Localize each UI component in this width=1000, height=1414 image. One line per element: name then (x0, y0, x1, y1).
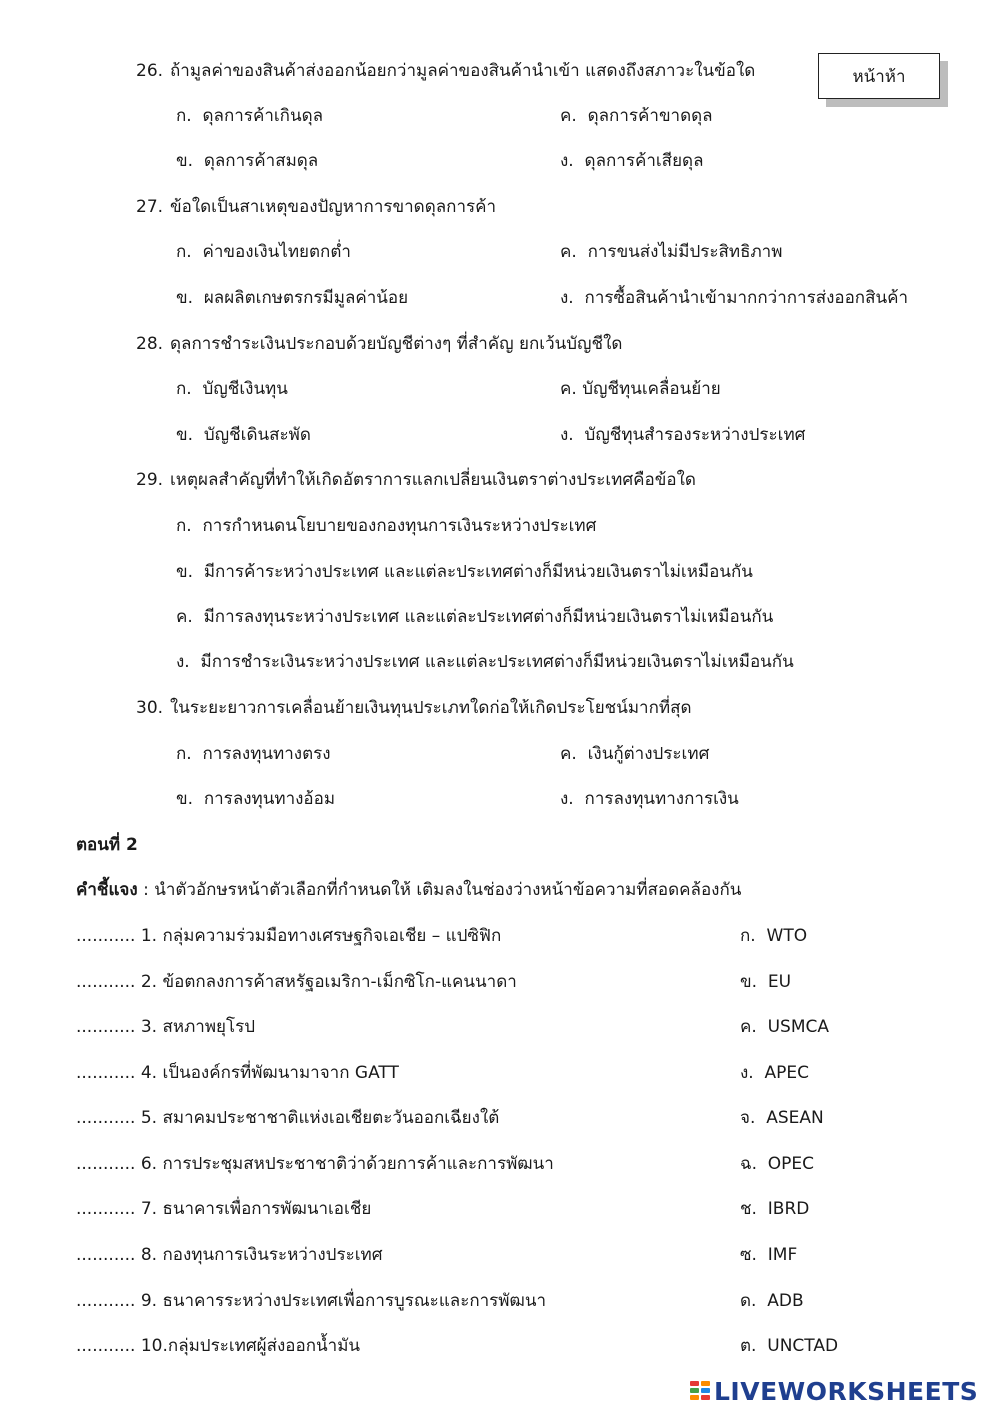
answer-blank[interactable]: ........... (76, 1245, 136, 1265)
option-26-c: ค. ดุลการค้าขาดดุล (560, 106, 713, 126)
question-29 (136, 468, 696, 492)
option-28-b: ข. บัญชีเดินสะพัด (176, 425, 311, 445)
matching-item-10[interactable]: ........... 10.กลุ่มประเทศผู้ส่งออกน้ำมัน (76, 1336, 361, 1356)
answer-blank[interactable]: ........... (76, 972, 136, 992)
question-30 (136, 696, 692, 720)
answer-blank[interactable]: ........... (76, 1154, 136, 1174)
question-28 (136, 332, 622, 356)
choice-chho: ฉ. OPEC (740, 1154, 815, 1174)
choice-so: ซ. IMF (740, 1245, 798, 1265)
matching-item-8[interactable]: ........... 8. กองทุนการเงินระหว่างประเทศ (76, 1245, 383, 1265)
question-text: ดุลการชำระเงินประกอบด้วยบัญชีต่างๆ ที่สำคัญ ยกเว้นบัญชีใด (170, 334, 623, 354)
question-number: 29. (136, 470, 164, 490)
option-29-b: ข. มีการค้าระหว่างประเทศ และแต่ละประเทศต่างก็มีหน่วยเงินตราไม่เหมือนกัน (176, 562, 753, 582)
page-label-box (818, 53, 940, 99)
liveworksheets-logo-icon (690, 1380, 710, 1402)
liveworksheets-logo (690, 1376, 978, 1406)
option-30-b: ข. การลงทุนทางอ้อม (176, 789, 336, 809)
instructions (76, 878, 741, 902)
matching-item-4[interactable]: ........... 4. เป็นองค์กรที่พัฒนามาจาก GATT (76, 1063, 399, 1083)
question-number: 26. (136, 61, 164, 81)
question-text: เหตุผลสำคัญที่ทำให้เกิดอัตราการแลกเปลี่ยนเงินตราต่างประเทศคือข้อใด (170, 470, 696, 490)
option-30-a: ก. การลงทุนทางตรง (176, 744, 331, 764)
option-28-d: ง. บัญชีทุนสำรองระหว่างประเทศ (560, 425, 806, 445)
option-26-d: ง. ดุลการค้าเสียดุล (560, 151, 704, 171)
choice-ka: ก. WTO (740, 926, 808, 946)
liveworksheets-logo-text: LIVEWORKSHEETS (714, 1376, 979, 1406)
question-26 (136, 59, 755, 83)
option-30-d: ง. การลงทุนทางการเงิน (560, 789, 739, 809)
question-text: ข้อใดเป็นสาเหตุของปัญหาการขาดดุลการค้า (170, 197, 497, 217)
choice-to: ต. UNCTAD (740, 1336, 839, 1356)
option-28-c: ค. บัญชีทุนเคลื่อนย้าย (560, 379, 721, 399)
matching-item-9[interactable]: ........... 9. ธนาคารระหว่างประเทศเพื่อการบูรณะและการพัฒนา (76, 1291, 547, 1311)
instruction-label: คำชี้แจง (76, 880, 138, 900)
matching-item-2[interactable]: ........... 2. ข้อตกลงการค้าสหรัฐอเมริกา-เม็กซิโก-แคนนาดา (76, 972, 517, 992)
matching-item-3[interactable]: ........... 3. สหภาพยุโรป (76, 1017, 256, 1037)
answer-blank[interactable]: ........... (76, 926, 136, 946)
answer-blank[interactable]: ........... (76, 1291, 136, 1311)
question-number: 27. (136, 197, 164, 217)
option-28-a: ก. บัญชีเงินทุน (176, 379, 288, 399)
answer-blank[interactable]: ........... (76, 1017, 136, 1037)
answer-blank[interactable]: ........... (76, 1336, 136, 1356)
matching-item-1[interactable]: ........... 1. กลุ่มความร่วมมือทางเศรษฐกิจเอเชีย – แปซิฟิก (76, 926, 502, 946)
question-27 (136, 195, 496, 219)
matching-item-6[interactable]: ........... 6. การประชุมสหประชาชาติว่าด้วยการค้าและการพัฒนา (76, 1154, 554, 1174)
option-27-a: ก. ค่าของเงินไทยตกต่ำ (176, 242, 351, 262)
part-2-heading: ตอนที่ 2 (76, 835, 138, 855)
question-text: ถ้ามูลค่าของสินค้าส่งออกน้อยกว่ามูลค่าของสินค้านำเข้า แสดงถึงสภาวะในข้อใด (170, 61, 756, 81)
choice-kho-khwai: ค. USMCA (740, 1017, 829, 1037)
matching-item-7[interactable]: ........... 7. ธนาคารเพื่อการพัฒนาเอเชีย (76, 1199, 372, 1219)
option-29-a: ก. การกำหนดนโยบายของกองทุนการเงินระหว่างประเทศ (176, 516, 597, 536)
option-29-d: ง. มีการชำระเงินระหว่างประเทศ และแต่ละประเทศต่างก็มีหน่วยเงินตราไม่เหมือนกัน (176, 652, 794, 672)
matching-item-5[interactable]: ........... 5. สมาคมประชาชาติแห่งเอเชียตะวันออกเฉียงใต้ (76, 1108, 500, 1128)
option-27-c: ค. การขนส่งไม่มีประสิทธิภาพ (560, 242, 783, 262)
option-30-c: ค. เงินกู้ต่างประเทศ (560, 744, 710, 764)
instruction-text: : นำตัวอักษรหน้าตัวเลือกที่กำหนดให้ เติมลงในช่องว่างหน้าข้อความที่สอดคล้องกัน (137, 880, 742, 900)
option-29-c: ค. มีการลงทุนระหว่างประเทศ และแต่ละประเทศต่างก็มีหน่วยเงินตราไม่เหมือนกัน (176, 607, 774, 627)
option-26-a: ก. ดุลการค้าเกินดุล (176, 106, 324, 126)
question-text: ในระยะยาวการเคลื่อนย้ายเงินทุนประเภทใดก่อให้เกิดประโยชน์มากที่สุด (170, 698, 692, 718)
answer-blank[interactable]: ........... (76, 1199, 136, 1219)
choice-kho: ข. EU (740, 972, 792, 992)
question-number: 30. (136, 698, 164, 718)
option-27-b: ข. ผลผลิตเกษตรกรมีมูลค่าน้อย (176, 288, 409, 308)
choice-ngo: ง. APEC (740, 1063, 810, 1083)
question-number: 28. (136, 334, 164, 354)
page-label: หน้าห้า (852, 66, 906, 87)
answer-blank[interactable]: ........... (76, 1108, 136, 1128)
option-27-d: ง. การซื้อสินค้านำเข้ามากกว่าการส่งออกสินค้า (560, 288, 909, 308)
answer-blank[interactable]: ........... (76, 1063, 136, 1083)
choice-cho-chang: ช. IBRD (740, 1199, 810, 1219)
choice-cho: จ. ASEAN (740, 1108, 824, 1128)
choice-do: ด. ADB (740, 1291, 804, 1311)
option-26-b: ข. ดุลการค้าสมดุล (176, 151, 319, 171)
